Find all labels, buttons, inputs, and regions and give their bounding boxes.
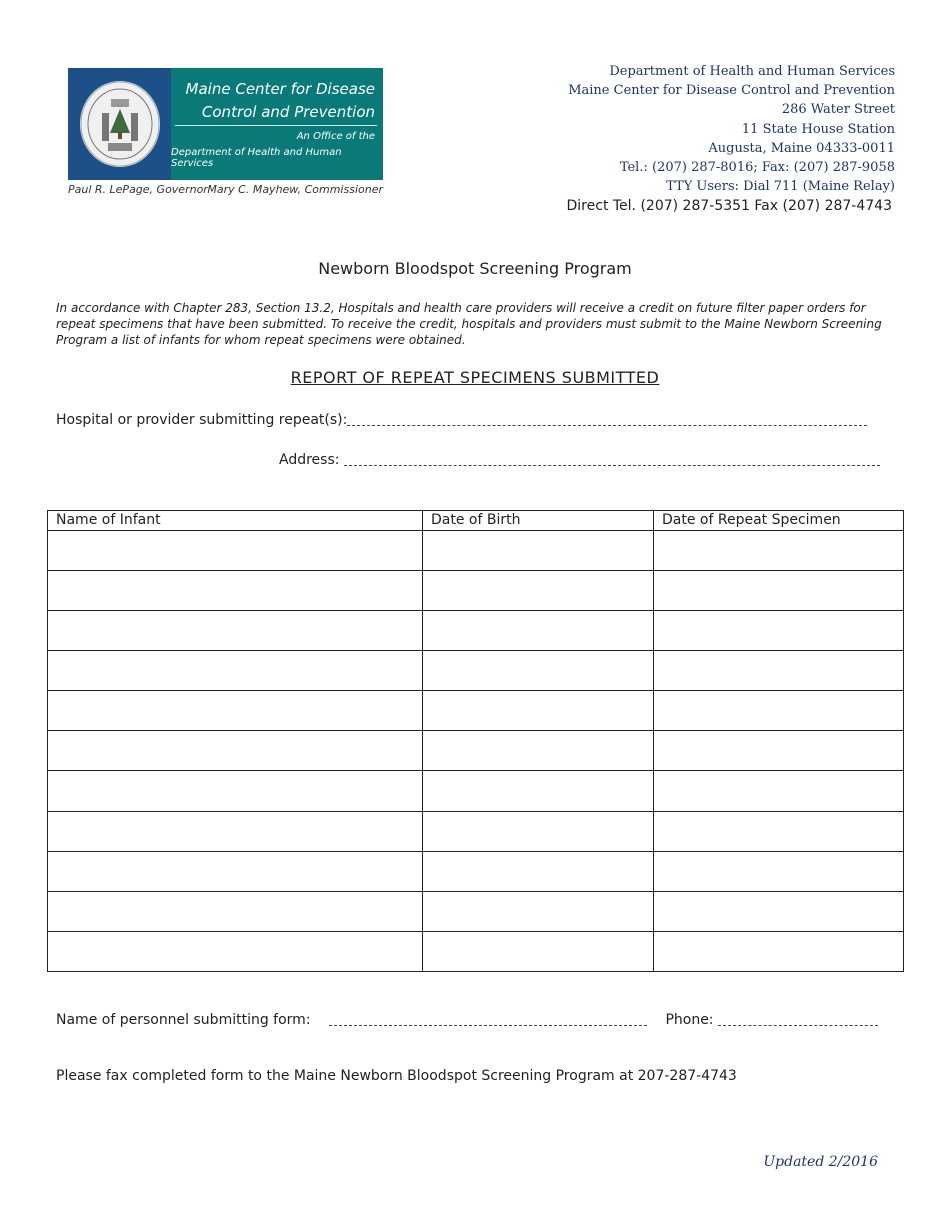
date-of-birth-cell[interactable] <box>423 931 654 971</box>
repeat-date-cell[interactable] <box>654 691 904 731</box>
table-row <box>48 811 904 851</box>
date-of-birth-cell[interactable] <box>423 651 654 691</box>
infant-name-cell[interactable] <box>48 571 423 611</box>
department-address-block <box>568 62 895 196</box>
logo-subtitle-line-2: Department of Health and Human Services <box>171 147 342 169</box>
date-of-birth-cell[interactable] <box>423 531 654 571</box>
infant-name-cell[interactable] <box>48 691 423 731</box>
table-row <box>48 731 904 771</box>
repeat-date-cell[interactable] <box>654 531 904 571</box>
address-line: 286 Water Street <box>781 102 895 118</box>
address-line: Augusta, Maine 04333-0011 <box>708 140 895 156</box>
program-title: Newborn Bloodspot Screening Program <box>318 259 632 278</box>
hospital-input-line[interactable] <box>347 411 867 426</box>
address-line: TTY Users: Dial 711 (Maine Relay) <box>666 179 895 195</box>
table-row <box>48 571 904 611</box>
table-row <box>48 531 904 571</box>
phone-input-line[interactable] <box>718 1011 878 1026</box>
address-label: Address: <box>279 452 344 468</box>
repeat-specimens-table <box>47 510 904 972</box>
infant-name-cell[interactable] <box>48 771 423 811</box>
address-field <box>279 451 880 468</box>
logo-divider <box>175 125 377 126</box>
repeat-date-cell[interactable] <box>654 611 904 651</box>
repeat-date-cell[interactable] <box>654 571 904 611</box>
address-input-line[interactable] <box>344 451 880 466</box>
table-row <box>48 611 904 651</box>
table-row <box>48 851 904 891</box>
report-heading-text: REPORT OF REPEAT SPECIMENS SUBMITTED <box>290 368 660 387</box>
commissioner-name: Mary C. Mayhew, Commissioner <box>207 183 383 196</box>
repeat-date-cell[interactable] <box>654 851 904 891</box>
address-line: Maine Center for Disease Control and Prevention <box>568 83 895 99</box>
infant-name-cell[interactable] <box>48 811 423 851</box>
report-heading <box>0 368 950 387</box>
hospital-label: Hospital or provider submitting repeat(s): <box>56 412 348 428</box>
table-row <box>48 891 904 931</box>
hospital-field <box>56 411 867 428</box>
infant-name-cell[interactable] <box>48 731 423 771</box>
personnel-label: Name of personnel submitting form: <box>56 1012 311 1028</box>
logo-subtitle-line-1: An Office of the <box>296 131 375 142</box>
updated-date: Updated 2/2016 <box>763 1154 878 1170</box>
intro-paragraph: In accordance with Chapter 283, Section 13.2, Hospitals and health care providers will receive a credit on future filter paper orders for repeat specimens that have been submitted. To receive the credit, hospitals and providers must submit to the Maine Newborn Screening Program a list of infants for whom repeat specimens were obtained. <box>56 301 882 347</box>
infant-name-cell[interactable] <box>48 851 423 891</box>
infant-name-cell[interactable] <box>48 931 423 971</box>
table-row <box>48 931 904 971</box>
organization-logo <box>68 68 383 198</box>
logo-seal-panel <box>68 68 171 180</box>
table-header-row <box>48 511 904 531</box>
infant-name-cell[interactable] <box>48 531 423 571</box>
repeat-date-cell[interactable] <box>654 731 904 771</box>
repeat-date-cell[interactable] <box>654 771 904 811</box>
repeat-date-cell[interactable] <box>654 891 904 931</box>
logo-banner <box>68 68 383 180</box>
table-row <box>48 771 904 811</box>
personnel-field <box>56 1011 878 1028</box>
logo-title-line-2: Control and Prevention <box>201 103 375 121</box>
date-of-birth-cell[interactable] <box>423 811 654 851</box>
date-of-birth-cell[interactable] <box>423 851 654 891</box>
date-of-birth-cell[interactable] <box>423 731 654 771</box>
infant-name-cell[interactable] <box>48 651 423 691</box>
fax-instruction: Please fax completed form to the Maine Newborn Bloodspot Screening Program at 207-287-4743 <box>56 1068 737 1084</box>
infant-name-cell[interactable] <box>48 891 423 931</box>
repeat-date-cell[interactable] <box>654 651 904 691</box>
table-row <box>48 651 904 691</box>
column-header-repeat-date: Date of Repeat Specimen <box>654 511 904 531</box>
date-of-birth-cell[interactable] <box>423 611 654 651</box>
logo-title-line-1: Maine Center for Disease <box>185 80 375 98</box>
address-line: Tel.: (207) 287-8016; Fax: (207) 287-9058 <box>619 160 895 176</box>
direct-contact-line: Direct Tel. (207) 287-5351 Fax (207) 287-4743 <box>566 198 892 214</box>
logo-text-panel <box>171 68 383 180</box>
table-row <box>48 691 904 731</box>
date-of-birth-cell[interactable] <box>423 771 654 811</box>
repeat-date-cell[interactable] <box>654 811 904 851</box>
repeat-date-cell[interactable] <box>654 931 904 971</box>
date-of-birth-cell[interactable] <box>423 891 654 931</box>
address-line: 11 State House Station <box>741 121 895 137</box>
date-of-birth-cell[interactable] <box>423 571 654 611</box>
governor-name: Paul R. LePage, Governor <box>68 183 208 196</box>
date-of-birth-cell[interactable] <box>423 691 654 731</box>
infant-name-cell[interactable] <box>48 611 423 651</box>
phone-label: Phone: <box>665 1012 718 1028</box>
state-seal-icon <box>80 81 160 167</box>
personnel-input-line[interactable] <box>329 1011 647 1026</box>
address-line: Department of Health and Human Services <box>609 64 895 79</box>
column-header-date-of-birth: Date of Birth <box>423 511 654 531</box>
column-header-infant-name: Name of Infant <box>48 511 423 531</box>
